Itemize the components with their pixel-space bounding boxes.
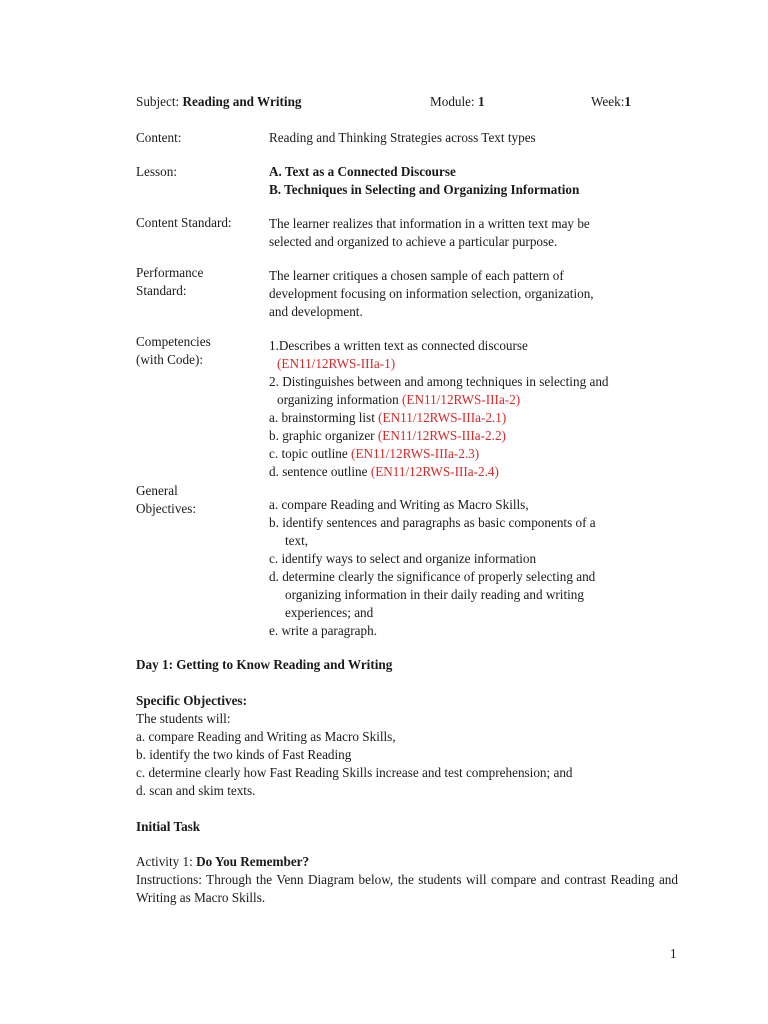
performance-standard-line: The learner critiques a chosen sample of each pattern of [269,268,564,283]
activity1-instructions: Instructions: Through the Venn Diagram below, the students will compare and contrast Reading and Writing as Macro Skills. [136,872,678,905]
week-value: 1 [624,94,631,109]
content-standard-line: selected and organized to achieve a particular purpose. [269,234,558,249]
activity1-title-line [136,853,678,871]
performance-standard-line: development focusing on information selection, organization, [269,286,594,301]
module-label: Module: [430,94,475,109]
specific-objective-item: a. compare Reading and Writing as Macro Skills, [136,729,396,744]
competency-item [269,427,682,445]
objective-d-cont: organizing information in their daily reading and writing [285,587,584,602]
performance-standard-label-line: Performance [136,265,204,280]
objective-d: d. determine clearly the significance of properly selecting and [269,569,596,584]
general-objectives-label [136,482,261,518]
competency-item-code: (EN11/12RWS-IIIa-2.2) [377,428,506,443]
specific-objective-item: d. scan and skim texts. [136,783,256,798]
objective-a: a. compare Reading and Writing as Macro Skills, [269,497,529,512]
competency-item [269,445,682,463]
competency-item [269,463,682,481]
competency-item [269,409,682,427]
subject-label: Subject: [136,94,180,109]
content-value: Reading and Thinking Strategies across Text types [269,130,536,145]
specific-objective-item: b. identify the two kinds of Fast Reading [136,747,352,762]
activity1 [136,853,678,907]
activity1-title: Do You Remember? [196,854,310,869]
week-field [591,93,631,111]
lesson-value [269,163,682,199]
content-label: Content: [136,130,182,145]
subject-value: Reading and Writing [182,94,302,109]
competency-2-text: organizing information [277,392,403,407]
competency-2-cont [269,391,682,409]
activity1-label: Activity 1: [136,854,197,869]
objective-b-cont: text, [285,533,309,548]
competencies-label-line: (with Code): [136,352,204,367]
performance-standard-value [269,267,682,321]
module-field [430,93,485,111]
competency-item-text: a. brainstorming list [269,410,379,425]
day1-heading: Day 1: Getting to Know Reading and Writing [136,657,393,672]
objective-e: e. write a paragraph. [269,623,378,638]
objective-d-cont: experiences; and [285,605,374,620]
competencies-label-line: Competencies [136,334,211,349]
lesson-a: A. Text as a Connected Discourse [269,164,456,179]
competency-2-code: (EN11/12RWS-IIIa-2) [402,392,521,407]
general-objectives-label-line: Objectives: [136,501,197,516]
general-objectives-label-line: General [136,483,178,498]
competency-item-text: c. topic outline [269,446,352,461]
content-standard-value [269,215,682,251]
subject-field [136,93,302,111]
specific-objectives [136,692,573,800]
objective-b: b. identify sentences and paragraphs as basic components of a [269,515,596,530]
competency-1: 1.Describes a written text as connected discourse [269,338,528,353]
performance-standard-label-line: Standard: [136,283,187,298]
competency-2: 2. Distinguishes between and among techniques in selecting and [269,374,609,389]
competency-item-code: (EN11/12RWS-IIIa-2.4) [370,464,499,479]
competency-item-code: (EN11/12RWS-IIIa-2.1) [378,410,507,425]
week-label: Week: [591,94,625,109]
specific-objectives-intro: The students will: [136,711,231,726]
competency-item-text: d. sentence outline [269,464,371,479]
page-number: 1 [670,946,677,961]
lesson-b: B. Techniques in Selecting and Organizing Information [269,182,580,197]
competency-1-code: (EN11/12RWS-IIIa-1) [277,356,396,371]
competencies-label [136,333,261,369]
general-objectives-list [269,496,682,640]
performance-standard-label [136,264,261,300]
objective-c: c. identify ways to select and organize information [269,551,537,566]
content-standard-label: Content Standard: [136,215,232,230]
specific-objective-item: c. determine clearly how Fast Reading Skills increase and test comprehension; and [136,765,573,780]
performance-standard-line: and development. [269,304,363,319]
module-value: 1 [478,94,485,109]
competencies-list [269,337,682,481]
lesson-label: Lesson: [136,164,178,179]
content-standard-line: The learner realizes that information in a written text may be [269,216,590,231]
competency-item-code: (EN11/12RWS-IIIa-2.3) [351,446,480,461]
initial-task-heading: Initial Task [136,819,201,834]
competency-item-text: b. graphic organizer [269,428,378,443]
specific-objectives-heading: Specific Objectives: [136,693,247,708]
